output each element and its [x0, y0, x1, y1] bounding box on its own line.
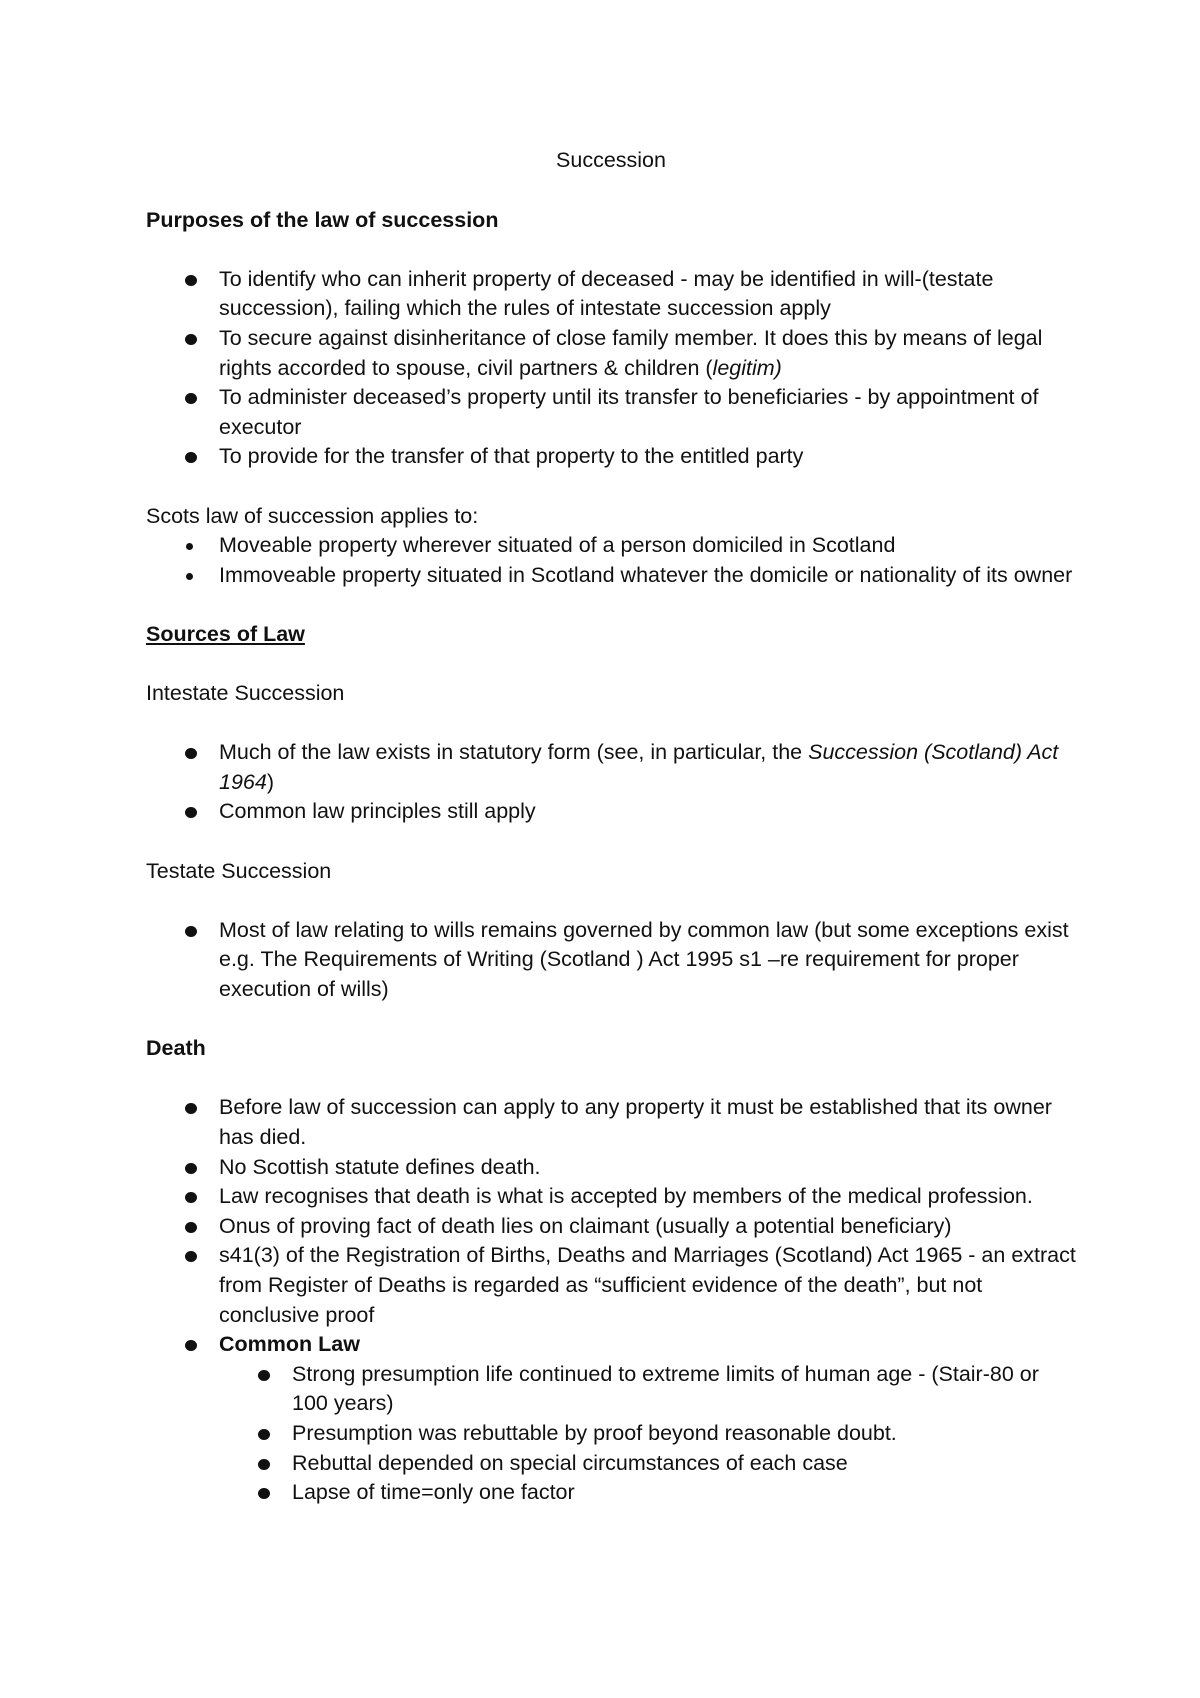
list-item-text: Lapse of time=only one factor	[292, 1480, 575, 1505]
bullet-icon	[186, 543, 193, 550]
scots-law-intro: Scots law of succession applies to:	[146, 503, 479, 528]
bullet-icon	[258, 1429, 270, 1440]
list-item-text: Moveable property wherever situated of a person domiciled in Scotland	[219, 533, 896, 558]
common-law-list	[146, 1360, 1076, 1508]
list-item	[146, 797, 1076, 827]
list-item	[146, 1241, 1076, 1330]
spacer	[146, 1064, 1076, 1094]
list-item	[146, 531, 1076, 561]
list-item	[146, 738, 1076, 797]
list-item-text: To secure against disinheritance of close family member. It does this by means of legal rights accorded to spouse, civil partners & children (	[219, 325, 1043, 380]
bullet-icon	[185, 1251, 197, 1262]
purposes-list	[146, 265, 1076, 472]
bullet-icon	[186, 573, 193, 580]
act-title-italic: Succession (Scotland) Act 1964	[219, 740, 1059, 794]
bullet-icon	[185, 1222, 197, 1233]
list-item	[146, 1330, 1076, 1360]
bullet-icon	[185, 926, 197, 937]
intestate-list	[146, 738, 1076, 827]
spacer	[146, 886, 1076, 916]
list-item	[146, 265, 1076, 324]
list-item-text: Immoveable property situated in Scotland whatever the domicile or nationality of its owner	[219, 562, 1073, 587]
document-content	[146, 146, 1076, 1508]
list-item-text: Much of the law exists in statutory form (see, in particular, the	[219, 740, 809, 765]
spacer	[146, 235, 1076, 265]
bullet-icon	[185, 334, 197, 345]
list-item	[146, 1182, 1076, 1212]
bullet-icon	[185, 1192, 197, 1203]
bullet-icon	[258, 1370, 270, 1381]
list-item-text: To identify who can inherit property of deceased - may be identified in will-(testate succession), failing which the rules of intestate succession apply	[219, 266, 994, 321]
sources-heading: Sources of Law	[146, 621, 305, 646]
testate-heading: Testate Succession	[146, 858, 332, 883]
bullet-icon	[185, 1340, 197, 1351]
bullet-icon	[185, 275, 197, 286]
spacer	[146, 827, 1076, 857]
bullet-icon	[185, 807, 197, 818]
bullet-icon	[185, 1163, 197, 1174]
bullet-icon	[258, 1459, 270, 1470]
list-item-text-end: )	[266, 769, 275, 794]
list-item-text: Rebuttal depended on special circumstances of each case	[292, 1450, 848, 1475]
list-item	[146, 383, 1076, 442]
list-item-text: Before law of succession can apply to any property it must be established that its owner has died.	[219, 1095, 1052, 1149]
spacer	[146, 472, 1076, 502]
intestate-heading: Intestate Succession	[146, 681, 345, 706]
list-item	[146, 1360, 1076, 1419]
legitim-italic-text: legitim)	[712, 355, 782, 380]
list-item-text: s41(3) of the Registration of Births, Deaths and Marriages (Scotland) Act 1965 - an extract from Register of Deaths is regarded as “sufficient evidence of the death”, but not conclusive proof	[219, 1243, 1076, 1327]
spacer	[146, 590, 1076, 620]
list-item-text: Law recognises that death is what is accepted by members of the medical profession.	[219, 1184, 1033, 1209]
list-item-text: Strong presumption life continued to extreme limits of human age - (Stair-80 or 100 years)	[292, 1361, 1039, 1416]
purposes-heading: Purposes of the law of succession	[146, 207, 499, 232]
list-item-text: Presumption was rebuttable by proof beyond reasonable doubt.	[292, 1420, 897, 1445]
spacer	[146, 650, 1076, 680]
list-item	[146, 1212, 1076, 1242]
testate-list	[146, 916, 1076, 1005]
list-item-text: Onus of proving fact of death lies on claimant (usually a potential beneficiary)	[219, 1213, 952, 1238]
bullet-icon	[185, 393, 197, 404]
list-item	[146, 324, 1076, 383]
list-item-text: Common law principles still apply	[219, 799, 536, 824]
list-item	[146, 1478, 1076, 1508]
spacer	[146, 1005, 1076, 1035]
list-item-text: To provide for the transfer of that property to the entitled party	[219, 444, 804, 469]
list-item	[146, 1449, 1076, 1479]
death-heading: Death	[146, 1036, 206, 1061]
bullet-icon	[185, 452, 197, 463]
list-item-text: To administer deceased’s property until its transfer to beneficiaries - by appointment of executor	[219, 385, 1039, 439]
list-item	[146, 1153, 1076, 1183]
list-item	[146, 916, 1076, 1005]
spacer	[146, 709, 1076, 739]
common-law-label: Common Law	[219, 1332, 360, 1357]
death-list	[146, 1093, 1076, 1359]
list-item	[146, 442, 1076, 472]
bullet-icon	[258, 1488, 270, 1499]
list-item	[146, 1419, 1076, 1449]
scots-law-list	[146, 531, 1076, 590]
document-title: Succession	[556, 148, 666, 172]
list-item-text: Most of law relating to wills remains governed by common law (but some exceptions exist e.g. The Requirements of Writing (Scotland ) Act 1995 s1 –re requirement for proper execution of wills)	[219, 917, 1069, 1002]
bullet-icon	[185, 1103, 197, 1114]
list-item	[146, 1093, 1076, 1152]
bullet-icon	[185, 748, 197, 759]
list-item-text: No Scottish statute defines death.	[219, 1154, 541, 1179]
list-item	[146, 561, 1076, 591]
